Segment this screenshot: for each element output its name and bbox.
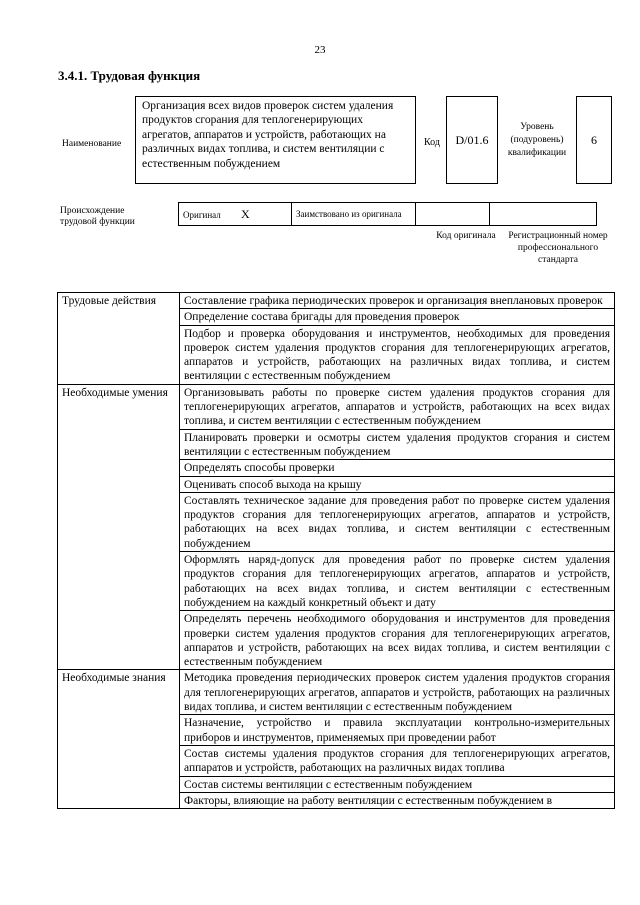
item-cell: Методика проведения периодических проверок систем удаления продуктов сгорания для теплогенерирующих агрегатов, аппаратов и устройств, работающих на различных видах топлива, и систем вентиляции с естественным побуждением bbox=[180, 670, 615, 715]
table-row bbox=[58, 293, 615, 309]
origin-label: Происхождение трудовой функции bbox=[60, 206, 135, 227]
item-cell: Планировать проверки и осмотры систем удаления продуктов сгорания и систем вентиляции с естественным побуждением bbox=[180, 429, 615, 460]
item-cell: Определять способы проверки bbox=[180, 460, 615, 476]
section-heading: 3.4.1. Трудовая функция bbox=[58, 68, 201, 83]
category-cell: Необходимые знания bbox=[58, 670, 180, 809]
item-cell: Составление графика периодических проверок и организация внеплановых проверок bbox=[180, 293, 615, 309]
origin-table bbox=[178, 202, 597, 226]
origin-original-label: Оригинал bbox=[183, 209, 221, 220]
item-cell: Назначение, устройство и правила эксплуатации контрольно-измерительных приборов и инструментов, применяемых при проведении работ bbox=[180, 715, 615, 746]
item-cell: Составлять техническое задание для проведения работ по проверке систем удаления продуктов сгорания для теплогенерирующих агрегатов, аппаратов и устройств, работающих на всех видах топлива, и систем вентиляции с естественным побуждением bbox=[180, 492, 615, 551]
origin-reg-cell bbox=[490, 203, 597, 226]
item-cell: Состав системы вентиляции с естественным побуждением bbox=[180, 776, 615, 792]
item-cell: Оформлять наряд-допуск для проведения работ по проверке систем удаления продуктов сгорания для теплогенерирующих агрегатов, аппаратов и устройств, работающих на всех видах топлива, и систем вентиляции с естественным побуждением на каждый конкретный объект и дату bbox=[180, 552, 615, 611]
page-number: 23 bbox=[314, 44, 326, 56]
qualification-level-box: 6 bbox=[576, 96, 612, 184]
function-name-box: Организация всех видов проверок систем удаления продуктов сгорания для теплогенерирующих агрегатов, аппаратов и устройств, работающих на различных видах топлива, и систем вентиляции с естественным побуждением bbox=[135, 96, 416, 184]
item-cell: Определение состава бригады для проведения проверок bbox=[180, 309, 615, 325]
table-row bbox=[58, 384, 615, 429]
origin-code-cell bbox=[416, 203, 490, 226]
item-cell: Организовывать работы по проверке систем удаления продуктов сгорания для теплогенерирующих агрегатов, аппаратов и устройств, работающих на всех видах топлива, и систем вентиляции с естественным побуждением bbox=[180, 384, 615, 429]
function-details-table bbox=[57, 292, 615, 809]
origin-original-cell bbox=[179, 203, 292, 226]
category-cell: Необходимые умения bbox=[58, 384, 180, 670]
table-row bbox=[58, 670, 615, 715]
category-cell: Трудовые действия bbox=[58, 293, 180, 385]
code-original-label: Код оригинала bbox=[436, 231, 496, 241]
item-cell: Подбор и проверка оборудования и инструментов, необходимых для проведения проверок систем удаления продуктов сгорания для теплогенерирующих агрегатов, аппаратов и устройств, работающих на различных видах топлива, и систем вентиляции с естественным побуждением bbox=[180, 325, 615, 384]
name-label: Наименование bbox=[62, 139, 122, 149]
code-label: Код bbox=[424, 137, 440, 148]
origin-borrowed-cell: Заимствовано из оригинала bbox=[292, 203, 416, 226]
item-cell: Определять перечень необходимого оборудования и инструментов для проведения проверки систем удаления продуктов сгорания для теплогенерирующих агрегатов, аппаратов и устройств, работающих на всех видах топлива, и систем вентиляции с естественным побуждением bbox=[180, 611, 615, 670]
item-cell: Факторы, влияющие на работу вентиляции с естественным побуждением в bbox=[180, 792, 615, 808]
item-cell: Состав системы удаления продуктов сгорания для теплогенерирующих агрегатов, аппаратов и устройств, работающих на различных видах топлива bbox=[180, 745, 615, 776]
level-label: Уровень (подуровень) квалификации bbox=[507, 122, 567, 158]
item-cell: Оценивать способ выхода на крышу bbox=[180, 476, 615, 492]
origin-original-mark: X bbox=[240, 206, 250, 221]
function-code-box: D/01.6 bbox=[446, 96, 498, 184]
reg-number-label: Регистрационный номер профессионального стандарта bbox=[508, 231, 608, 265]
